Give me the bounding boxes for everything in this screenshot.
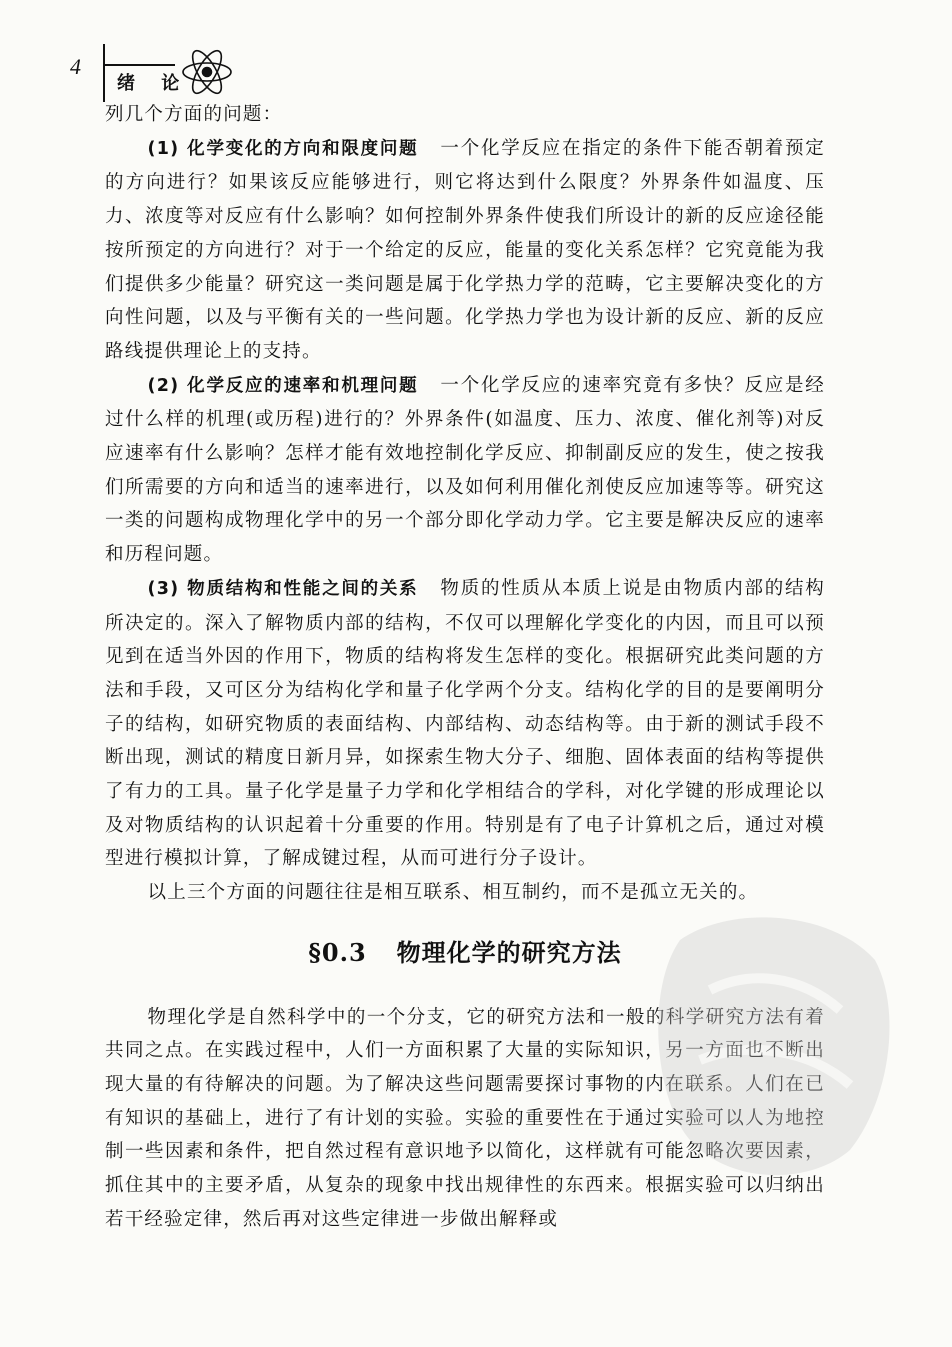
section-title: 物理化学的研究方法 [396, 938, 622, 967]
header-vertical-rule [103, 44, 105, 102]
paragraph-2-text: 一个化学反应的速率究竟有多快？反应是经过什么样的机理(或历程)进行的？外界条件(如温度、压力、浓度、催化剂等)对反应速率有什么影响？怎样才能有效地控制化学反应、抑制副反应的发生，使之按我们所需要的方向和适当的速率进行，以及如何利用催化剂使反应加速等等。研究这一类的问题构成物理化学中的另一个部分即化学动力学。它主要是解决反应的速率和历程问题。 [105, 374, 825, 566]
paragraph-2 [105, 369, 825, 572]
paragraph-3-text: 物质的性质从本质上说是由物质内部的结构所决定的。深入了解物质内部的结构，不仅可以理解化学变化的内因，而且可以预见到在适当外因的作用下，物质的结构将发生怎样的变化。根据研究此类问题的方法和手段，又可区分为结构化学和量子化学两个分支。结构化学的目的是要阐明分子的结构，如研究物质的表面结构、内部结构、动态结构等。由于新的测试手段不断出现，测试的精度日新月异，如探索生物大分子、细胞、固体表面的结构等提供了有力的工具。量子化学是量子力学和化学相结合的学科，对化学键的形成理论以及对物质结构的认识起着十分重要的作用。特别是有了电子计算机之后，通过对模型进行模拟计算，了解成键过程，从而可进行分子设计。 [105, 577, 825, 870]
paragraph-2-heading: (2) 化学反应的速率和机理问题 [147, 375, 419, 396]
paragraph-1-heading: (1) 化学变化的方向和限度问题 [147, 138, 419, 159]
paragraph-1-text: 一个化学反应在指定的条件下能否朝着预定的方向进行？如果该反应能够进行，则它将达到什么限度？外界条件如温度、压力、浓度等对反应有什么影响？如何控制外界条件使我们所设计的新的反应途径能按所预定的方向进行？对于一个给定的反应，能量的变化关系怎样？它究竟能为我们提供多少能量？研究这一类问题是属于化学热力学的范畴，它主要解决变化的方向性问题，以及与平衡有关的一些问题。化学热力学也为设计新的反应、新的反应路线提供理论上的支持。 [105, 137, 825, 362]
summary-paragraph: 以上三个方面的问题往往是相互联系、相互制约，而不是孤立无关的。 [147, 882, 759, 904]
paragraph-3 [105, 572, 825, 876]
atom-icon [180, 42, 234, 102]
intro-line: 列几个方面的问题： [105, 104, 283, 125]
paragraph-3-heading: (3) 物质结构和性能之间的关系 [147, 578, 419, 599]
chapter-title: 绪 论 [117, 73, 190, 94]
paragraph-1 [105, 132, 825, 369]
watermark-seal [640, 900, 900, 1190]
page-number: 4 [70, 54, 81, 79]
header-horizontal-rule [103, 64, 175, 66]
section-body-paragraph: 物理化学是自然科学中的一个分支，它的研究方法和一般的科学研究方法有着共同之点。在实践过程中，人们一方面积累了大量的实际知识，另一方面也不断出现大量的有待解决的问题。为了解决这些问题需要探讨事物的内在联系。人们在已有知识的基础上，进行了有计划的实验。实验的重要性在于通过实验可以人为地控制一些因素和条件，把自然过程有意识地予以简化，这样就有可能忽略次要因素，抓住其中的主要矛盾，从复杂的现象中找出规律性的东西来。根据实验可以归纳出若干经验定律，然后再对这些定律进一步做出解释或 [105, 1006, 825, 1230]
section-number: §0.3 [308, 937, 367, 967]
